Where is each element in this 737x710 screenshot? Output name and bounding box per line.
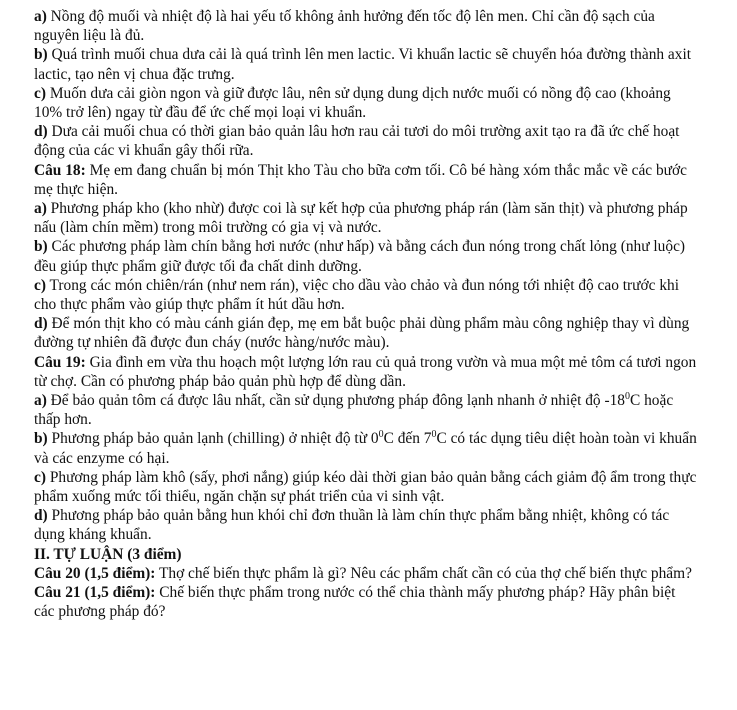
option-text: C hoặc thấp hơn. [34,392,674,429]
option-text: C có tác dụng tiêu diệt hoàn toàn vi khuẩn và các enzyme có hại. [34,430,697,467]
option-label: d) [34,315,48,333]
q19-option-b [34,429,698,467]
option-label: d) [34,123,48,141]
document-page [34,7,698,622]
question-text: Gia đình em vừa thu hoạch một lượng lớn rau củ quả trong vườn và mua một mẻ tôm cá tươi ngon từ chợ. Cần có phương pháp bảo quản phù hợp để dùng dần. [34,353,697,390]
option-label: c) [34,84,46,102]
option-text: Trong các món chiên/rán (như nem rán), việc cho dầu vào chảo và đun nóng tới nhiệt độ cao trước khi cho thực phẩm vào giúp thực phẩm ít hút dầu hơn. [34,276,679,314]
option-label: d) [34,507,48,525]
option-label: a) [34,8,47,25]
question-label: Câu 18: [34,161,86,179]
q19-option-d [34,506,698,544]
degree-superscript: 0 [378,429,384,441]
q17-option-d [34,122,698,160]
option-text: Phương pháp làm khô (sấy, phơi nắng) giúp kéo dài thời gian bảo quản bằng cách giảm độ ẩm trong thực phẩm xuống mức tối thiểu, ngăn chặn sự phát triển của vi sinh vật. [34,468,697,506]
question-label: Câu 21 (1,5 điểm): [34,584,156,602]
option-label: c) [34,276,46,294]
q18-option-d [34,314,698,352]
degree-superscript: 0 [431,429,437,441]
option-label: a) [34,200,47,218]
question-text: Thợ chế biến thực phẩm là gì? Nêu các phẩm chất cần có của thợ chế biến thực phẩm? [155,564,692,582]
option-text: Phương pháp bảo quản bằng hun khói chỉ đơn thuần là làm chín thực phẩm bằng nhiệt, không có tác dụng kháng khuẩn. [34,507,670,544]
question-label: Câu 19: [34,353,86,371]
option-text: C đến 7 [383,430,432,448]
option-text: Quá trình muối chua dưa cải là quá trình lên men lactic. Vi khuẩn lactic sẽ chuyển hóa đường thành axit lactic, tạo nên vị chua đặc trưng. [34,46,692,83]
option-text: Để bảo quản tôm cá được lâu nhất, cần sử dụng phương pháp đông lạnh nhanh ở nhiệt độ -18 [46,392,625,410]
option-text: Muốn dưa cải giòn ngon và giữ được lâu, nên sử dụng dung dịch nước muối có nồng độ cao (khoảng 10% trở lên) ngay từ đầu để ức chế mọi loại vi khuẩn. [34,84,671,122]
section-heading: II. TỰ LUẬN (3 điểm) [34,545,182,563]
option-text: Để món thịt kho có màu cánh gián đẹp, mẹ em bắt buộc phải dùng phẩm màu công nghiệp thay vì dùng đường tự nhiên đã được đun cháy (nước hàng/nước màu). [34,315,690,352]
q18-option-b [34,237,698,275]
question-20 [34,564,698,583]
question-19 [34,353,698,391]
option-label: b) [34,430,48,448]
question-18 [34,161,698,199]
degree-superscript: 0 [624,390,630,402]
option-text: Nồng độ muối và nhiệt độ là hai yếu tố không ảnh hưởng đến tốc độ lên men. Chỉ cần độ sạch của nguyên liệu là đủ. [34,8,655,45]
option-text: Phương pháp bảo quản lạnh (chilling) ở nhiệt độ từ 0 [47,430,379,448]
option-label: c) [34,468,46,486]
question-21 [34,583,698,621]
q17-option-c [34,84,698,122]
option-label: b) [34,238,48,256]
q18-option-c [34,276,698,314]
q17-option-b [34,45,698,83]
option-label: a) [34,392,47,410]
q19-option-c [34,468,698,506]
q17-option-a [34,7,698,45]
option-text: Phương pháp kho (kho nhừ) được coi là sự kết hợp của phương pháp rán (làm săn thịt) và phương pháp nấu (làm chín mềm) trong môi trường có gia vị và nước. [34,200,688,237]
option-text: Các phương pháp làm chín bằng hơi nước (như hấp) và bằng cách đun nóng trong chất lỏng (như luộc) đều giúp thực phẩm giữ được tối đa chất dinh dưỡng. [34,238,686,275]
option-text: Dưa cải muối chua có thời gian bảo quản lâu hơn rau cải tươi do môi trường axit tạo ra đã ức chế hoạt động của các vi khuẩn gây thối rữa. [34,123,680,160]
q18-option-a [34,199,698,237]
option-label: b) [34,46,48,64]
question-text: Chế biến thực phẩm trong nước có thể chia thành mấy phương pháp? Hãy phân biệt các phương pháp đó? [34,584,676,621]
question-label: Câu 20 (1,5 điểm): [34,564,156,582]
question-text: Mẹ em đang chuẩn bị món Thịt kho Tàu cho bữa cơm tối. Cô bé hàng xóm thắc mắc về các bước mẹ thực hiện. [34,161,687,198]
q19-option-a [34,391,698,429]
